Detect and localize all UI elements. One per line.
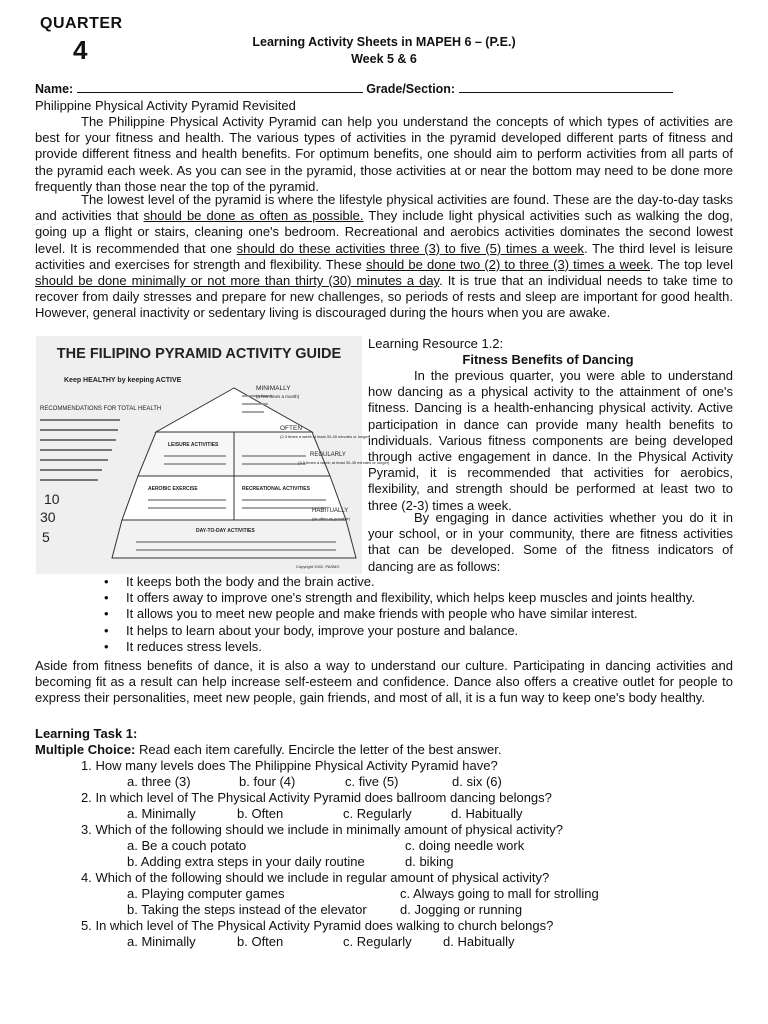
tier-aerobic: AEROBIC EXERCISE [148, 486, 198, 492]
text-run: The lowest level of the pyramid is where the lifestyle physical activities are found. These are the day-to-day tasks and activities that [35, 192, 733, 224]
name-label: Name: [35, 82, 74, 96]
tier-recreational: RECREATIONAL ACTIVITIES [242, 486, 310, 492]
task-instructions [35, 742, 502, 758]
dance-benefits-list [104, 574, 744, 655]
choice-3b[interactable]: b. Adding extra steps in your daily routine [127, 854, 365, 869]
task-title: Learning Task 1: [35, 726, 138, 741]
intro-paragraph: The Philippine Physical Activity Pyramid can help you understand the concepts of which types of activities are best for your fitness and health. The various types of activities in the pyramid developed different parts of fitness and provide different fitness and health benefits. For optimum benefits, one should aim to perform activities from all parts of the pyramid each week. As you can see in the pyramid, those activities at or near the bottom may need to be done more frequently than those near the top of the pyramid. [35, 114, 733, 194]
minutes-10: 10 [44, 491, 60, 507]
choice-1d[interactable]: d. six (6) [452, 774, 502, 789]
label-often: OFTEN [280, 425, 303, 432]
choice-3c[interactable]: c. doing needle work [405, 838, 525, 853]
bullet-text: It offers away to improve one's strength and flexibility, which helps keep muscles and joints healthy. [126, 590, 695, 606]
pyramid-title: THE FILIPINO PYRAMID ACTIVITY GUIDE [56, 346, 342, 362]
note-often: (2-3 times a week at least 30-45 minutes or longer) [280, 434, 371, 439]
learning-resource-paragraph-1: In the previous quarter, you were able to understand how dancing as a physical activity to the attainment of one's fitness. Dancing is a health-enhancing physical activity. Active participation in dance can provide many health benefits to individuals. Various fitness components are being developed through active engagement in dance. In the Physical Activity Pyramid, it is recommended that activities for aerobics, flexibility, and strength should be performed at least two to three (2-3) times a week. [368, 368, 733, 513]
choice-2d[interactable]: d. Habitually [451, 806, 523, 821]
text-run: . The top level [650, 256, 734, 272]
pyramid-tier-base [112, 520, 356, 558]
list-item [104, 639, 744, 655]
label-habitually: HABITUALLY [312, 508, 349, 514]
note-minimally: (a few times a month) [256, 394, 300, 399]
times-5: 5 [42, 529, 50, 545]
pyramid-tagline: Keep HEALTHY by keeping ACTIVE [64, 377, 182, 384]
bullet-icon: • [104, 590, 109, 606]
choice-2c[interactable]: c. Regularly [343, 806, 412, 821]
choice-4c[interactable]: c. Always going to mall for strolling [400, 886, 599, 901]
note-regularly: (3-5 times a week; at least 30-45 minutes or longer) [298, 460, 390, 465]
tier-daily: DAY-TO-DAY ACTIVITIES [196, 528, 255, 534]
bullet-icon: • [104, 638, 109, 654]
image-copyright: Copyright 2002, PASMO [296, 564, 340, 569]
sheet-week: Week 5 & 6 [351, 52, 417, 66]
choice-2a[interactable]: a. Minimally [127, 806, 196, 821]
list-item [104, 606, 744, 622]
quarter-number: 4 [73, 35, 88, 65]
mc-label: Multiple Choice: [35, 742, 136, 757]
choice-3d[interactable]: d. biking [405, 854, 454, 869]
learning-resource-paragraph-2: By engaging in dance activities whether you do it in your school, or in your community, there are fitness activities that can be developed. Some of the fitness indicators of dancing are as follows: [368, 510, 733, 574]
closing-paragraph: Aside from fitness benefits of dance, it is also a way to understand our culture. Participating in dancing activities and becoming fit as a result can help increase self-esteem and confidence. Dance also offers a creative outlet for people to express their personalities, meet new people, gain friends, and most of all, it is a fun way to keep one's body healthy. [35, 658, 733, 706]
underlined-text: should be done two (2) to three (3) times a week [365, 256, 651, 272]
recommendations-label: RECOMMENDATIONS FOR TOTAL HEALTH [40, 406, 162, 412]
choice-1b[interactable]: b. four (4) [239, 774, 296, 789]
list-item [104, 574, 744, 590]
text-run: . The third level is leisure activities and exercises for strength and flexibility. These [35, 240, 734, 272]
label-minimally: MINIMALLY [256, 385, 291, 392]
label-regularly: REGULARLY [310, 452, 346, 458]
list-item [104, 590, 744, 606]
choice-2b[interactable]: b. Often [237, 806, 284, 821]
list-item [104, 623, 744, 639]
underlined-text: should be done as often as possible. [143, 208, 364, 224]
choice-5a[interactable]: a. Minimally [127, 934, 196, 949]
pyramid-levels-paragraph [35, 192, 733, 322]
underlined-text: should do these activities three (3) to five (5) times a week [236, 240, 584, 256]
underlined-text: should be done minimally or not more than thirty (30) minutes a day [35, 273, 440, 289]
text-run: . It is true that an individual needs to take time to recover from daily stresses and prepare for new challenges, so periods of rests and sleep are important for good health. However, general inactivity or sedentary living is discouraged during the hours when you are awake. [35, 273, 733, 321]
question-4: 4. Which of the following should we include in regular amount of physical activity? [81, 870, 550, 885]
choice-5c[interactable]: c. Regularly [343, 934, 412, 949]
question-1: 1. How many levels does The Philippine Physical Activity Pyramid have? [81, 758, 498, 773]
question-5: 5. In which level of The Physical Activity Pyramid does walking to church belongs? [81, 918, 554, 933]
choice-4a[interactable]: a. Playing computer games [127, 886, 285, 901]
bullet-text: It keeps both the body and the brain active. [126, 574, 375, 589]
note-habitually: (as often as possible) [312, 516, 351, 521]
learning-resource-label: Learning Resource 1.2: [368, 336, 504, 351]
choice-5d[interactable]: d. Habitually [443, 934, 515, 949]
choice-4d[interactable]: d. Jogging or running [400, 902, 523, 917]
sheet-title: Learning Activity Sheets in MAPEH 6 – (P.E.) [252, 35, 516, 49]
section-title: Philippine Physical Activity Pyramid Revisited [35, 98, 296, 113]
bullet-icon: • [104, 622, 109, 638]
grade-field[interactable] [459, 91, 673, 93]
tier-leisure: LEISURE ACTIVITIES [168, 442, 219, 448]
bullet-icon: • [104, 606, 109, 622]
choice-3a[interactable]: a. Be a couch potato [127, 838, 247, 853]
pyramid-activity-guide-image [36, 336, 390, 574]
bullet-text: It reduces stress levels. [126, 638, 262, 654]
choice-4b[interactable]: b. Taking the steps instead of the elevator [127, 902, 367, 917]
quarter-label: QUARTER [40, 15, 123, 32]
question-2: 2. In which level of The Physical Activity Pyramid does ballroom dancing belongs? [81, 790, 552, 805]
question-3: 3. Which of the following should we include in minimally amount of physical activity? [81, 822, 563, 837]
choice-5b[interactable]: b. Often [237, 934, 284, 949]
grade-label: Grade/Section: [366, 82, 456, 96]
choice-1c[interactable]: c. five (5) [345, 774, 399, 789]
name-field[interactable] [77, 91, 363, 93]
bullet-text: It helps to learn about your body, improve your posture and balance. [126, 622, 519, 638]
instructions-text: Read each item carefully. Encircle the letter of the best answer. [135, 742, 502, 757]
minutes-30: 30 [40, 509, 56, 525]
learning-resource-title: Fitness Benefits of Dancing [462, 352, 634, 367]
name-grade-row [35, 82, 673, 96]
bullet-icon: • [104, 574, 109, 589]
bullet-text: It allows you to meet new people and make friends with people who have similar interest. [126, 606, 638, 622]
text-run: They include light physical activities such as walking the dog, going up a flight or stairs, cleaning one's bedroom. Recreational and aerobics activities dominates the second lowest level. It is recommended that one [35, 208, 734, 256]
choice-1a[interactable]: a. three (3) [127, 774, 191, 789]
